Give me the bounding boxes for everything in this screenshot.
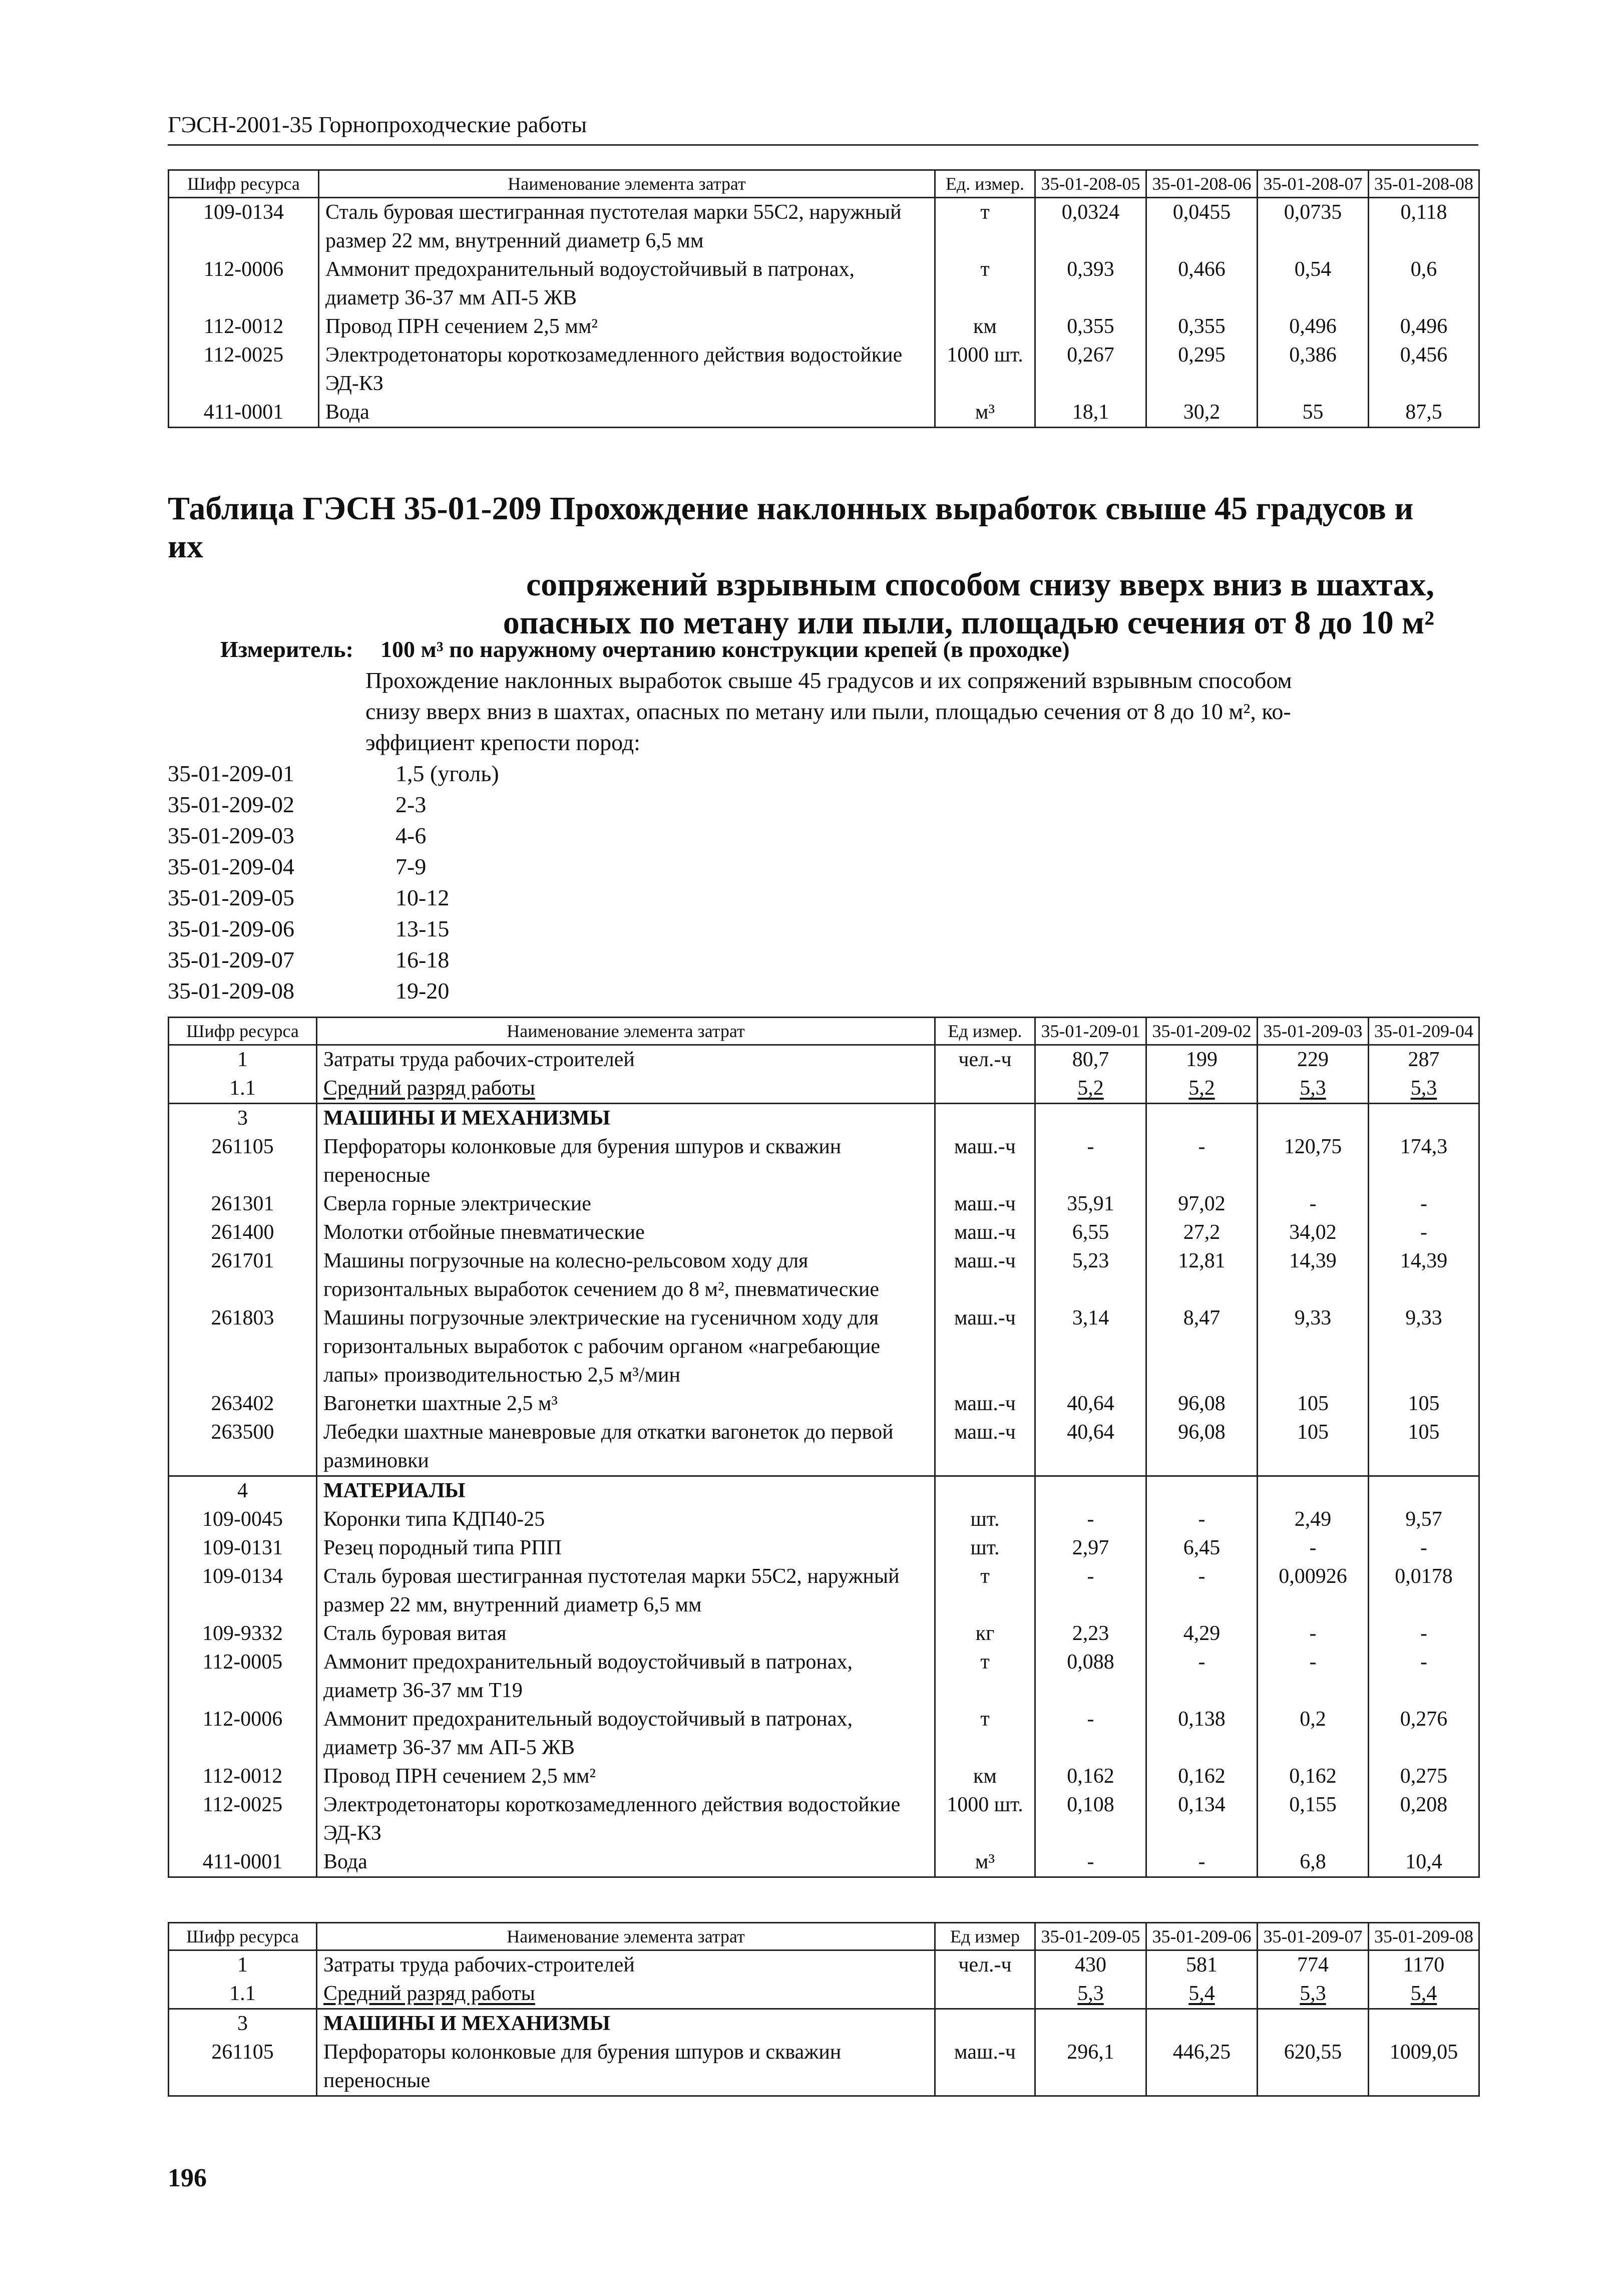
norm-code: 35-01-209-03 (168, 823, 294, 848)
norm-code: 35-01-209-01 (168, 761, 294, 786)
resource-unit: т (935, 198, 1035, 256)
norm-value: 10,4 (1369, 1848, 1479, 1877)
table-row (169, 1390, 1479, 1418)
table-row (169, 198, 1479, 256)
resource-name: Электродетонаторы короткозамедленного действия водостойкие ЭД-КЗ (317, 1791, 935, 1848)
norm-value: 446,25 (1146, 2038, 1258, 2096)
resource-name: Аммонит предохранительный водоустойчивый в патронах, диаметр 36-37 мм АП-5 ЖВ (317, 1705, 935, 1762)
norm-value: 30,2 (1146, 398, 1258, 428)
col-header-unit: Ед измер (935, 1923, 1035, 1950)
resource-unit (935, 1476, 1035, 1506)
norm-value: 0,295 (1146, 341, 1258, 398)
measure-label: Измеритель: (220, 636, 353, 662)
table-row (169, 1218, 1479, 1247)
norm-value: 0,138 (1146, 1705, 1258, 1762)
resource-unit (935, 1074, 1035, 1104)
table-row (169, 1418, 1479, 1476)
norm-value (1369, 2009, 1479, 2039)
col-header-norm: 35-01-209-03 (1258, 1018, 1369, 1045)
resource-code: 112-0012 (169, 1762, 317, 1791)
resource-unit: маш.-ч (935, 1190, 1035, 1218)
resource-code: 261105 (169, 2038, 317, 2096)
resource-unit: маш.-ч (935, 1304, 1035, 1390)
norm-value: 0,267 (1035, 341, 1146, 398)
norm-value: 5,2 (1035, 1074, 1146, 1104)
resource-name: Затраты труда рабочих-строителей (317, 1950, 935, 1980)
norm-code: 35-01-209-08 (168, 978, 294, 1004)
resource-name: Перфораторы колонковые для бурения шпуров и скважин переносные (317, 2038, 935, 2096)
norm-value: - (1258, 1534, 1369, 1562)
measure-description-1: Прохождение наклонных выработок свыше 45 градусов и их сопряжений взрывным способом (365, 668, 1292, 693)
resource-name: Затраты труда рабочих-строителей (317, 1045, 935, 1075)
norm-value: 8,47 (1146, 1304, 1258, 1390)
norm-value: 0,118 (1369, 198, 1479, 256)
col-header-code: Шифр ресурса (169, 1018, 317, 1045)
norm-value: 5,4 (1369, 1980, 1479, 2009)
resource-code: 261701 (169, 1247, 317, 1304)
norm-value: - (1146, 1648, 1258, 1705)
norm-value: 9,57 (1369, 1505, 1479, 1534)
resource-unit: шт. (935, 1534, 1035, 1562)
resource-unit: км (935, 312, 1035, 341)
norm-value: 6,8 (1258, 1848, 1369, 1877)
resource-table-209-01-04 (168, 1017, 1480, 1878)
norm-value: - (1369, 1190, 1479, 1218)
resource-name: Средний разряд работы (317, 1980, 935, 2009)
norm-value: 774 (1258, 1950, 1369, 1980)
norm-value: - (1258, 1648, 1369, 1705)
norm-value: - (1146, 1848, 1258, 1877)
norm-value: 5,23 (1035, 1247, 1146, 1304)
norm-value: 35,91 (1035, 1190, 1146, 1218)
norm-value: - (1369, 1534, 1479, 1562)
table-row (169, 1133, 1479, 1190)
norm-value: 174,3 (1369, 1133, 1479, 1190)
norm-value: 430 (1035, 1950, 1146, 1980)
resource-name: Средний разряд работы (317, 1074, 935, 1104)
norm-value: 105 (1258, 1390, 1369, 1418)
resource-unit: чел.-ч (935, 1950, 1035, 1980)
table-row (169, 341, 1479, 398)
norm-code: 35-01-209-04 (168, 854, 294, 879)
norm-codes-list (168, 758, 618, 1007)
norm-value: - (1369, 1218, 1479, 1247)
col-header-norm: 35-01-209-06 (1146, 1923, 1258, 1950)
norm-value: 27,2 (1146, 1218, 1258, 1247)
norm-value: 199 (1146, 1045, 1258, 1075)
table-row (169, 1762, 1479, 1791)
resource-code: 109-9332 (169, 1619, 317, 1648)
resource-code: 112-0006 (169, 1705, 317, 1762)
norm-value: 0,208 (1369, 1791, 1479, 1848)
norm-value: 4,29 (1146, 1619, 1258, 1648)
norm-value: 0,155 (1258, 1791, 1369, 1848)
resource-unit: шт. (935, 1505, 1035, 1534)
norm-value: 229 (1258, 1045, 1369, 1075)
norm-value: 105 (1258, 1418, 1369, 1476)
norm-value (1369, 1104, 1479, 1133)
resource-code: 112-0025 (169, 341, 319, 398)
resource-unit (935, 1980, 1035, 2009)
resource-name: Машины погрузочные электрические на гусеничном ходу для горизонтальных выработок с рабочим органом «нагребающие лапы» производительностью 2,5 м³/мин (317, 1304, 935, 1390)
norm-value: 18,1 (1035, 398, 1146, 428)
norm-value (1258, 2009, 1369, 2039)
norm-code: 35-01-209-02 (168, 792, 294, 817)
norm-value: 0,386 (1258, 341, 1369, 398)
resource-unit: маш.-ч (935, 1418, 1035, 1476)
norm-value: 0,355 (1146, 312, 1258, 341)
title-line-1: Таблица ГЭСН 35-01-209 Прохождение наклонных выработок свыше 45 градусов и их (168, 490, 1414, 565)
resource-unit: маш.-ч (935, 2038, 1035, 2096)
table-row (169, 1848, 1479, 1877)
norm-value: 3,14 (1035, 1304, 1146, 1390)
norm-value (1146, 2009, 1258, 2039)
norm-value (1258, 1476, 1369, 1506)
table-row (169, 1980, 1479, 2009)
table-row (169, 1619, 1479, 1648)
norm-value: 0,2 (1258, 1705, 1369, 1762)
hardness-coefficient: 1,5 (уголь) (395, 761, 499, 786)
norm-value: - (1146, 1562, 1258, 1619)
col-header-name: Наименование элемента затрат (317, 1018, 935, 1045)
resource-name: Молотки отбойные пневматические (317, 1218, 935, 1247)
norm-value (1146, 1476, 1258, 1506)
col-header-norm: 35-01-209-05 (1035, 1923, 1146, 1950)
resource-name: Коронки типа КДП40-25 (317, 1505, 935, 1534)
norm-value: 0,275 (1369, 1762, 1479, 1791)
norm-value: 2,97 (1035, 1534, 1146, 1562)
resource-unit: маш.-ч (935, 1390, 1035, 1418)
hardness-coefficient: 16-18 (395, 947, 450, 972)
table-header-row (169, 170, 1479, 198)
norm-value: 6,45 (1146, 1534, 1258, 1562)
table-row (169, 1190, 1479, 1218)
col-header-norm: 35-01-208-07 (1258, 170, 1369, 198)
norm-value: 2,23 (1035, 1619, 1146, 1648)
norm-code-row (168, 944, 618, 975)
norm-value: 0,088 (1035, 1648, 1146, 1705)
col-header-norm: 35-01-208-06 (1146, 170, 1258, 198)
resource-code: 4 (169, 1476, 317, 1506)
col-header-unit: Ед. измер. (935, 170, 1035, 198)
table-row (169, 1304, 1479, 1390)
resource-name: Вагонетки шахтные 2,5 м³ (317, 1390, 935, 1418)
resource-unit: 1000 шт. (935, 1791, 1035, 1848)
resource-name: Аммонит предохранительный водоустойчивый в патронах, диаметр 36-37 мм АП-5 ЖВ (319, 255, 935, 312)
norm-value: 34,02 (1258, 1218, 1369, 1247)
section-heading: МАШИНЫ И МЕХАНИЗМЫ (317, 2009, 935, 2039)
resource-name: Сталь буровая шестигранная пустотелая марки 55С2, наружный размер 22 мм, внутренний диаметр 6,5 мм (317, 1562, 935, 1619)
norm-value: 0,393 (1035, 255, 1146, 312)
norm-value: 0,0735 (1258, 198, 1369, 256)
table-title (168, 490, 1454, 642)
norm-value (1258, 1104, 1369, 1133)
resource-table-209-05-08 (168, 1922, 1480, 2097)
table-row (169, 1247, 1479, 1304)
norm-value: 5,3 (1369, 1074, 1479, 1104)
norm-value: 14,39 (1369, 1247, 1479, 1304)
running-header: ГЭСН-2001-35 Горнопроходческие работы (168, 112, 587, 137)
table-row (169, 1104, 1479, 1133)
norm-value (1146, 1104, 1258, 1133)
resource-code: 263500 (169, 1418, 317, 1476)
resource-unit: 1000 шт. (935, 341, 1035, 398)
norm-value: 0,0324 (1035, 198, 1146, 256)
resource-code: 411-0001 (169, 1848, 317, 1877)
norm-value: - (1035, 1133, 1146, 1190)
norm-code-row (168, 851, 618, 882)
norm-value: - (1369, 1648, 1479, 1705)
table-row (169, 1045, 1479, 1075)
norm-value: 0,108 (1035, 1791, 1146, 1848)
norm-value: 2,49 (1258, 1505, 1369, 1534)
resource-code: 109-0045 (169, 1505, 317, 1534)
resource-code: 263402 (169, 1390, 317, 1418)
page-number: 196 (168, 2164, 207, 2192)
norm-value: 105 (1369, 1390, 1479, 1418)
resource-name: Машины погрузочные на колесно-рельсовом ходу для горизонтальных выработок сечением до 8 м², пневматические (317, 1247, 935, 1304)
table-row (169, 1534, 1479, 1562)
resource-code: 1.1 (169, 1980, 317, 2009)
norm-value: 14,39 (1258, 1247, 1369, 1304)
resource-name: Вода (319, 398, 935, 428)
norm-value: 40,64 (1035, 1418, 1146, 1476)
hardness-coefficient: 4-6 (395, 823, 427, 848)
resource-name: Лебедки шахтные маневровые для откатки вагонеток до первой разминовки (317, 1418, 935, 1476)
table-row (169, 255, 1479, 312)
resource-unit (935, 2009, 1035, 2039)
resource-name: Резец породный типа РПП (317, 1534, 935, 1562)
norm-value: - (1035, 1562, 1146, 1619)
resource-name: Провод ПРН сечением 2,5 мм² (319, 312, 935, 341)
resource-code: 112-0025 (169, 1791, 317, 1848)
resource-name: Сверла горные электрические (317, 1190, 935, 1218)
resource-unit: маш.-ч (935, 1133, 1035, 1190)
resource-table-208 (168, 169, 1480, 428)
title-line-3: опасных по метану или пыли, площадью сечения от 8 до 10 м² (503, 604, 1434, 641)
norm-value: 0,355 (1035, 312, 1146, 341)
norm-value: 0,466 (1146, 255, 1258, 312)
norm-code-row (168, 882, 618, 913)
norm-value: - (1035, 1848, 1146, 1877)
table-row (169, 1476, 1479, 1506)
resource-code: 109-0134 (169, 1562, 317, 1619)
resource-unit: кг (935, 1619, 1035, 1648)
col-header-norm: 35-01-209-02 (1146, 1018, 1258, 1045)
resource-code: 261400 (169, 1218, 317, 1247)
norm-value: 0,496 (1258, 312, 1369, 341)
table-header-row (169, 1923, 1479, 1950)
resource-code: 3 (169, 2009, 317, 2039)
hardness-coefficient: 7-9 (395, 854, 427, 879)
resource-unit: т (935, 1648, 1035, 1705)
section-heading: МАШИНЫ И МЕХАНИЗМЫ (317, 1104, 935, 1133)
norm-value: 0,00926 (1258, 1562, 1369, 1619)
table-row (169, 1074, 1479, 1104)
norm-value: 0,162 (1146, 1762, 1258, 1791)
resource-code: 1 (169, 1045, 317, 1075)
resource-code: 3 (169, 1104, 317, 1133)
norm-value: 5,3 (1035, 1980, 1146, 2009)
resource-name: Сталь буровая витая (317, 1619, 935, 1648)
resource-name: Электродетонаторы короткозамедленного действия водостойкие ЭД-КЗ (319, 341, 935, 398)
title-line-2: сопряжений взрывным способом снизу вверх вниз в шахтах, (526, 566, 1434, 603)
table-row (169, 1648, 1479, 1705)
norm-code: 35-01-209-06 (168, 916, 294, 941)
resource-name: Перфораторы колонковые для бурения шпуров и скважин переносные (317, 1133, 935, 1190)
norm-value: 6,55 (1035, 1218, 1146, 1247)
norm-value: 287 (1369, 1045, 1479, 1075)
table-row (169, 398, 1479, 428)
table-row (169, 2038, 1479, 2096)
norm-value: - (1035, 1705, 1146, 1762)
resource-unit: маш.-ч (935, 1247, 1035, 1304)
measure-description-3: эффициент крепости пород: (365, 730, 640, 755)
measure-description-2: снизу вверх вниз в шахтах, опасных по метану или пыли, площадью сечения от 8 до 10 м², ко- (365, 699, 1291, 724)
resource-code: 411-0001 (169, 398, 319, 428)
resource-code: 261301 (169, 1190, 317, 1218)
norm-value: 0,162 (1258, 1762, 1369, 1791)
norm-value: 120,75 (1258, 1133, 1369, 1190)
norm-value (1369, 1476, 1479, 1506)
resource-name: Сталь буровая шестигранная пустотелая марки 55С2, наружный размер 22 мм, внутренний диаметр 6,5 мм (319, 198, 935, 256)
norm-value: - (1035, 1505, 1146, 1534)
resource-unit (935, 1104, 1035, 1133)
norm-value: 0,496 (1369, 312, 1479, 341)
table-row (169, 1705, 1479, 1762)
col-header-norm: 35-01-209-08 (1369, 1923, 1479, 1950)
norm-value: 0,54 (1258, 255, 1369, 312)
resource-code: 109-0134 (169, 198, 319, 256)
resource-name: Провод ПРН сечением 2,5 мм² (317, 1762, 935, 1791)
resource-unit: маш.-ч (935, 1218, 1035, 1247)
hardness-coefficient: 13-15 (395, 916, 450, 941)
norm-value: 5,3 (1258, 1980, 1369, 2009)
col-header-norm: 35-01-209-04 (1369, 1018, 1479, 1045)
norm-value: 97,02 (1146, 1190, 1258, 1218)
norm-value: 96,08 (1146, 1390, 1258, 1418)
table-row (169, 1505, 1479, 1534)
norm-value: 1170 (1369, 1950, 1479, 1980)
norm-value: - (1146, 1133, 1258, 1190)
table-row (169, 1950, 1479, 1980)
table-row (169, 312, 1479, 341)
col-header-norm: 35-01-209-01 (1035, 1018, 1146, 1045)
section-heading: МАТЕРИАЛЫ (317, 1476, 935, 1506)
resource-code: 112-0012 (169, 312, 319, 341)
norm-value: 9,33 (1369, 1304, 1479, 1390)
resource-unit: т (935, 1705, 1035, 1762)
resource-name: Аммонит предохранительный водоустойчивый в патронах, диаметр 36-37 мм Т19 (317, 1648, 935, 1705)
hardness-coefficient: 19-20 (395, 978, 450, 1004)
norm-code: 35-01-209-07 (168, 947, 294, 972)
norm-value: 620,55 (1258, 2038, 1369, 2096)
norm-value (1035, 1104, 1146, 1133)
norm-value: 0,456 (1369, 341, 1479, 398)
norm-value: 296,1 (1035, 2038, 1146, 2096)
col-header-unit: Ед измер. (935, 1018, 1035, 1045)
norm-value: 0,276 (1369, 1705, 1479, 1762)
resource-unit: т (935, 1562, 1035, 1619)
norm-value: 80,7 (1035, 1045, 1146, 1075)
norm-value: - (1258, 1619, 1369, 1648)
resource-code: 112-0005 (169, 1648, 317, 1705)
resource-code: 112-0006 (169, 255, 319, 312)
norm-value: 96,08 (1146, 1418, 1258, 1476)
resource-code: 1 (169, 1950, 317, 1980)
norm-value: - (1369, 1619, 1479, 1648)
norm-code: 35-01-209-05 (168, 885, 294, 910)
norm-code-row (168, 975, 618, 1007)
norm-code-row (168, 913, 618, 944)
norm-value: 1009,05 (1369, 2038, 1479, 2096)
norm-value: 581 (1146, 1950, 1258, 1980)
col-header-name: Наименование элемента затрат (319, 170, 935, 198)
norm-value: 5,3 (1258, 1074, 1369, 1104)
norm-value: 55 (1258, 398, 1369, 428)
resource-unit: м³ (935, 398, 1035, 428)
norm-value: 0,0455 (1146, 198, 1258, 256)
measure-value: 100 м³ по наружному очертанию конструкции крепей (в проходке) (380, 636, 1070, 662)
col-header-code: Шифр ресурса (169, 1923, 317, 1950)
resource-code: 109-0131 (169, 1534, 317, 1562)
col-header-name: Наименование элемента затрат (317, 1923, 935, 1950)
table-row (169, 1791, 1479, 1848)
resource-name: Вода (317, 1848, 935, 1877)
norm-value: 0,0178 (1369, 1562, 1479, 1619)
norm-value: 40,64 (1035, 1390, 1146, 1418)
resource-code: 261105 (169, 1133, 317, 1190)
col-header-norm: 35-01-209-07 (1258, 1923, 1369, 1950)
norm-value: 0,134 (1146, 1791, 1258, 1848)
hardness-coefficient: 10-12 (395, 885, 450, 910)
hardness-coefficient: 2-3 (395, 792, 427, 817)
norm-value: 0,162 (1035, 1762, 1146, 1791)
resource-unit: км (935, 1762, 1035, 1791)
norm-code-row (168, 789, 618, 820)
resource-code: 1.1 (169, 1074, 317, 1104)
norm-value: 105 (1369, 1418, 1479, 1476)
norm-value (1035, 2009, 1146, 2039)
norm-value: 12,81 (1146, 1247, 1258, 1304)
norm-value: 9,33 (1258, 1304, 1369, 1390)
norm-value (1035, 1476, 1146, 1506)
resource-code: 261803 (169, 1304, 317, 1390)
norm-value: - (1146, 1505, 1258, 1534)
resource-unit: т (935, 255, 1035, 312)
col-header-norm: 35-01-208-08 (1369, 170, 1479, 198)
norm-value: 5,4 (1146, 1980, 1258, 2009)
norm-code-row (168, 758, 618, 789)
norm-code-row (168, 820, 618, 851)
col-header-code: Шифр ресурса (169, 170, 319, 198)
header-rule (168, 144, 1478, 146)
resource-unit: чел.-ч (935, 1045, 1035, 1075)
table-header-row (169, 1018, 1479, 1045)
norm-value: 5,2 (1146, 1074, 1258, 1104)
table-row (169, 1562, 1479, 1619)
norm-value: - (1258, 1190, 1369, 1218)
col-header-norm: 35-01-208-05 (1035, 170, 1146, 198)
resource-unit: м³ (935, 1848, 1035, 1877)
norm-value: 0,6 (1369, 255, 1479, 312)
norm-value: 87,5 (1369, 398, 1479, 428)
table-row (169, 2009, 1479, 2039)
